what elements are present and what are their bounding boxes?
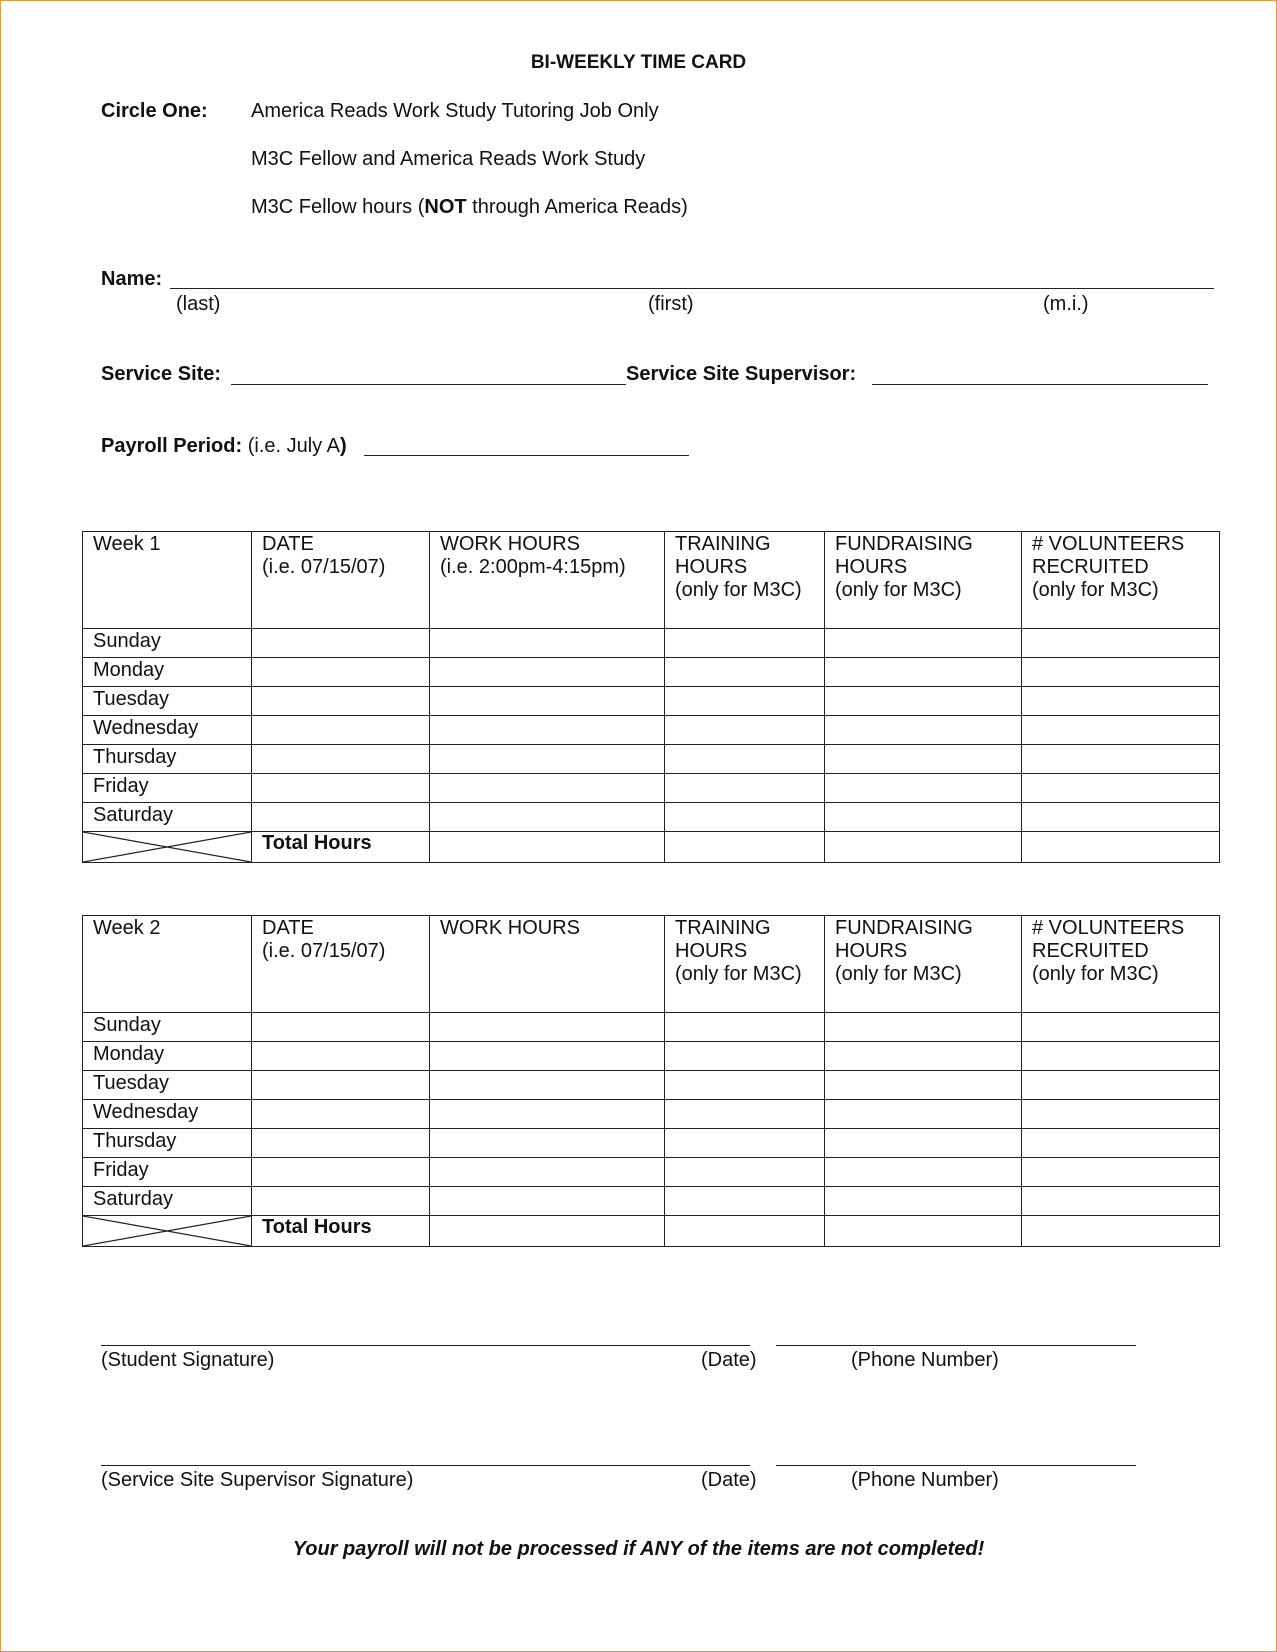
training-cell[interactable] [665,1129,825,1158]
option3-text-pre: M3C Fellow hours ( [251,196,425,218]
service-site-label: Service Site: [101,363,222,385]
date-cell[interactable] [252,687,430,716]
day-label: Monday [83,1042,252,1071]
date-cell[interactable] [252,629,430,658]
week2-volunteers-header: # VOLUNTEERS RECRUITED (only for M3C) [1022,916,1220,1013]
fundraising-cell[interactable] [825,1013,1022,1042]
date-cell[interactable] [252,745,430,774]
week1-work-hours-header: WORK HOURS (i.e. 2:00pm-4:15pm) [430,532,665,629]
work-hours-cell[interactable] [430,1187,665,1216]
payroll-hint-close: ) [339,435,347,457]
date-cell[interactable] [252,1013,430,1042]
student-phone-caption: (Phone Number) [851,1349,999,1371]
supervisor-phone-line[interactable] [776,1465,1136,1466]
supervisor-signature-line[interactable] [101,1465,750,1466]
training-cell[interactable] [665,745,825,774]
day-label: Tuesday [83,1071,252,1100]
week1-total-row [83,832,1220,863]
fundraising-cell[interactable] [825,629,1022,658]
payroll-hint: (i.e. July A [242,435,340,457]
day-label: Friday [83,774,252,803]
volunteers-cell[interactable] [1022,687,1220,716]
fundraising-cell[interactable] [825,745,1022,774]
work-hours-cell[interactable] [430,687,665,716]
week2-row-monday [83,1042,1220,1071]
payroll-period-field[interactable] [364,455,689,456]
work-hours-cell[interactable] [430,745,665,774]
training-cell[interactable] [665,1042,825,1071]
day-label: Sunday [83,1013,252,1042]
work-hours-cell[interactable] [430,716,665,745]
total-hours-label: Total Hours [252,1216,430,1247]
supervisor-signature-caption: (Service Site Supervisor Signature) [101,1469,414,1491]
option-m3c-and-america-reads[interactable]: M3C Fellow and America Reads Work Study [251,148,646,170]
fundraising-cell[interactable] [825,1100,1022,1129]
training-cell[interactable] [665,629,825,658]
work-hours-cell[interactable] [430,1129,665,1158]
work-hours-cell[interactable] [430,1100,665,1129]
page-title: BI-WEEKLY TIME CARD [530,52,747,73]
fundraising-cell[interactable] [825,1158,1022,1187]
volunteers-cell[interactable] [1022,1158,1220,1187]
fundraising-cell[interactable] [825,1187,1022,1216]
week2-table [82,915,1220,1247]
volunteers-cell[interactable] [1022,1187,1220,1216]
week2-label: Week 2 [83,916,252,1013]
name-last-caption: (last) [176,293,221,315]
option3-text-post: through America Reads) [466,196,688,218]
name-mi-caption: (m.i.) [1043,293,1089,315]
fundraising-cell[interactable] [825,1129,1022,1158]
name-label: Name: [101,268,163,290]
day-label: Wednesday [83,1100,252,1129]
training-cell[interactable] [665,803,825,832]
work-hours-cell[interactable] [430,629,665,658]
day-label: Friday [83,1158,252,1187]
training-cell[interactable] [665,658,825,687]
week1-row-tuesday [83,687,1220,716]
fundraising-cell[interactable] [825,687,1022,716]
work-hours-cell[interactable] [430,1158,665,1187]
week2-total-row [83,1216,1220,1247]
total-fundraising-cell[interactable] [825,832,1022,863]
student-signature-line[interactable] [101,1345,750,1346]
week2-row-friday [83,1158,1220,1187]
fundraising-cell[interactable] [825,658,1022,687]
total-work-hours-cell[interactable] [430,1216,665,1247]
total-hours-label: Total Hours [252,832,430,863]
day-label: Wednesday [83,716,252,745]
week2-row-thursday [83,1129,1220,1158]
date-cell[interactable] [252,1042,430,1071]
work-hours-cell[interactable] [430,1042,665,1071]
volunteers-cell[interactable] [1022,1129,1220,1158]
week2-row-wednesday [83,1100,1220,1129]
week1-header-row [83,532,1220,629]
week1-row-monday [83,658,1220,687]
date-cell[interactable] [252,1071,430,1100]
supervisor-phone-caption: (Phone Number) [851,1469,999,1491]
fundraising-cell[interactable] [825,1071,1022,1100]
volunteers-cell[interactable] [1022,774,1220,803]
work-hours-cell[interactable] [430,658,665,687]
week1-volunteers-header: # VOLUNTEERS RECRUITED (only for M3C) [1022,532,1220,629]
date-cell[interactable] [252,716,430,745]
work-hours-cell[interactable] [430,1071,665,1100]
fundraising-cell[interactable] [825,803,1022,832]
work-hours-cell[interactable] [430,774,665,803]
week2-date-header: DATE (i.e. 07/15/07) [252,916,430,1013]
week2-work-hours-header: WORK HOURS [430,916,665,1013]
fundraising-cell[interactable] [825,716,1022,745]
volunteers-cell[interactable] [1022,1042,1220,1071]
training-cell[interactable] [665,1100,825,1129]
total-volunteers-cell[interactable] [1022,832,1220,863]
day-label: Saturday [83,803,252,832]
service-site-field[interactable] [231,384,626,385]
volunteers-cell[interactable] [1022,658,1220,687]
option3-text-bold: NOT [424,196,467,218]
total-training-cell[interactable] [665,1216,825,1247]
week2-row-saturday [83,1187,1220,1216]
training-cell[interactable] [665,716,825,745]
supervisor-date-caption: (Date) [701,1469,757,1491]
week2-header-row [83,916,1220,1013]
week2-training-header: TRAINING HOURS (only for M3C) [665,916,825,1013]
student-date-caption: (Date) [701,1349,757,1371]
week2-fundraising-header: FUNDRAISING HOURS (only for M3C) [825,916,1022,1013]
volunteers-cell[interactable] [1022,629,1220,658]
volunteers-cell[interactable] [1022,716,1220,745]
week1-row-friday [83,774,1220,803]
week1-training-header: TRAINING HOURS (only for M3C) [665,532,825,629]
date-cell[interactable] [252,774,430,803]
fundraising-cell[interactable] [825,774,1022,803]
training-cell[interactable] [665,1013,825,1042]
training-cell[interactable] [665,1071,825,1100]
payroll-period [101,435,347,458]
name-first-caption: (first) [648,293,694,315]
total-volunteers-cell[interactable] [1022,1216,1220,1247]
date-cell[interactable] [252,1158,430,1187]
service-supervisor-label: Service Site Supervisor: [626,363,857,385]
week1-date-header: DATE (i.e. 07/15/07) [252,532,430,629]
date-cell[interactable] [252,1129,430,1158]
week1-row-saturday [83,803,1220,832]
footer-warning: Your payroll will not be processed if ANY of the items are not completed! [292,1538,985,1560]
training-cell[interactable] [665,1158,825,1187]
week2-row-sunday [83,1013,1220,1042]
name-field[interactable] [170,288,1214,289]
total-training-cell[interactable] [665,832,825,863]
week1-row-sunday [83,629,1220,658]
volunteers-cell[interactable] [1022,1013,1220,1042]
service-supervisor-field[interactable] [872,384,1208,385]
volunteers-cell[interactable] [1022,803,1220,832]
week1-row-thursday [83,745,1220,774]
training-cell[interactable] [665,1187,825,1216]
work-hours-cell[interactable] [430,803,665,832]
total-work-hours-cell[interactable] [430,832,665,863]
student-signature-caption: (Student Signature) [101,1349,275,1371]
option-america-reads[interactable]: America Reads Work Study Tutoring Job Only [251,100,659,122]
day-label: Thursday [83,1129,252,1158]
day-label: Monday [83,658,252,687]
day-label: Tuesday [83,687,252,716]
volunteers-cell[interactable] [1022,1100,1220,1129]
payroll-label: Payroll Period: [101,435,243,457]
date-cell[interactable] [252,1187,430,1216]
training-cell[interactable] [665,687,825,716]
fundraising-cell[interactable] [825,1042,1022,1071]
student-phone-line[interactable] [776,1345,1136,1346]
volunteers-cell[interactable] [1022,1071,1220,1100]
total-fundraising-cell[interactable] [825,1216,1022,1247]
week1-table [82,531,1220,863]
week2-row-tuesday [83,1071,1220,1100]
crossed-out-cell [83,832,252,863]
volunteers-cell[interactable] [1022,745,1220,774]
week1-row-wednesday [83,716,1220,745]
training-cell[interactable] [665,774,825,803]
week1-label: Week 1 [83,532,252,629]
date-cell[interactable] [252,803,430,832]
day-label: Thursday [83,745,252,774]
option-m3c-only[interactable] [251,196,688,219]
circle-one-label: Circle One: [101,100,208,122]
work-hours-cell[interactable] [430,1013,665,1042]
week1-fundraising-header: FUNDRAISING HOURS (only for M3C) [825,532,1022,629]
date-cell[interactable] [252,658,430,687]
crossed-out-cell [83,1216,252,1247]
day-label: Sunday [83,629,252,658]
date-cell[interactable] [252,1100,430,1129]
day-label: Saturday [83,1187,252,1216]
